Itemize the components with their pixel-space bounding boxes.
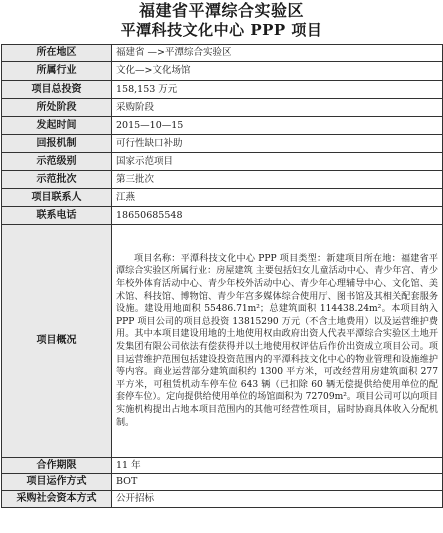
row-label: 合作期限 — [2, 458, 112, 474]
document-title — [0, 0, 443, 40]
table-row — [2, 189, 443, 207]
row-label: 项目概况 — [2, 225, 112, 458]
row-value: 国家示范项目 — [112, 153, 443, 171]
table-row — [2, 458, 443, 474]
row-value: 18650685548 — [112, 207, 443, 225]
row-value: 第三批次 — [112, 171, 443, 189]
row-label: 示范级别 — [2, 153, 112, 171]
row-value: 文化—>文化场馆 — [112, 62, 443, 81]
table-row — [2, 135, 443, 153]
row-label: 所属行业 — [2, 62, 112, 81]
table-row — [2, 225, 443, 458]
row-label: 示范批次 — [2, 171, 112, 189]
row-value: 采购阶段 — [112, 99, 443, 117]
row-value: 158,153 万元 — [112, 81, 443, 99]
table-row — [2, 491, 443, 508]
title-line-1: 福建省平潭综合实验区 — [138, 1, 304, 20]
row-value: 福建省 —>平潭综合实验区 — [112, 45, 443, 62]
row-label: 项目运作方式 — [2, 474, 112, 491]
row-label: 项目总投资 — [2, 81, 112, 99]
table-row — [2, 62, 443, 81]
row-value: 公开招标 — [112, 491, 443, 508]
row-value: 2015—10—15 — [112, 117, 443, 135]
table-row — [2, 207, 443, 225]
row-label: 所处阶段 — [2, 99, 112, 117]
row-label: 发起时间 — [2, 117, 112, 135]
row-label: 回报机制 — [2, 135, 112, 153]
row-value: BOT — [112, 474, 443, 491]
row-label: 采购社会资本方式 — [2, 491, 112, 508]
table-row — [2, 153, 443, 171]
row-value: 11 年 — [112, 458, 443, 474]
title-line-2: 平潭科技文化中心 PPP 项目 — [120, 21, 323, 39]
table-row — [2, 171, 443, 189]
project-overview-text: 项目名称：平潭科技文化中心 PPP 项目类型：新建项目所在地：福建省平潭综合实验区所属行业：房屋建筑 主要包括妇女儿童活动中心、青少年宫、青少年校外体育活动中心、青少年校外活动中心、青少年心理辅导中心、文化馆、美术馆、科技馆、博物馆、青少年宫多媒体综合使用厅、图书馆及其相关配套服务设施。建设用地面积 55486.71m²；总建筑面积 114438.24m²。本项目纳入 PPP 项目公司的项目总投资 13815290 万元（不含土地费用）以及运营维护费用。其中本项目建设用地的土地使用权由政府出资人代表平潭综合实验区土地开发集团有限公司依法有偿获得并以土地使用权评估后作价出资成立项目公司。项目运营维护范围包括建设投资范围内的平潭科技文化中心的物业管理和设施维护等内容。商业运营部分建筑面积约 1300 平方米，可改经营用房建筑面积 277 平方米，可租赁机动车停车位 643 辆（已扣除 60 辆无偿提供给使用单位的配套停车位）。定向提供给使用单位的场馆面积为 72709m²。项目公司可以向项目实施机构提出占地本项目范围内的其他可经营性项目，届时协商具体收入分配机制。 — [112, 225, 443, 458]
table-row — [2, 117, 443, 135]
row-label: 联系电话 — [2, 207, 112, 225]
project-info-table — [1, 44, 443, 508]
table-row — [2, 81, 443, 99]
row-value: 可行性缺口补助 — [112, 135, 443, 153]
table-row — [2, 45, 443, 62]
table-row — [2, 99, 443, 117]
row-label: 项目联系人 — [2, 189, 112, 207]
table-row — [2, 474, 443, 491]
row-value: 江燕 — [112, 189, 443, 207]
row-label: 所在地区 — [2, 45, 112, 62]
